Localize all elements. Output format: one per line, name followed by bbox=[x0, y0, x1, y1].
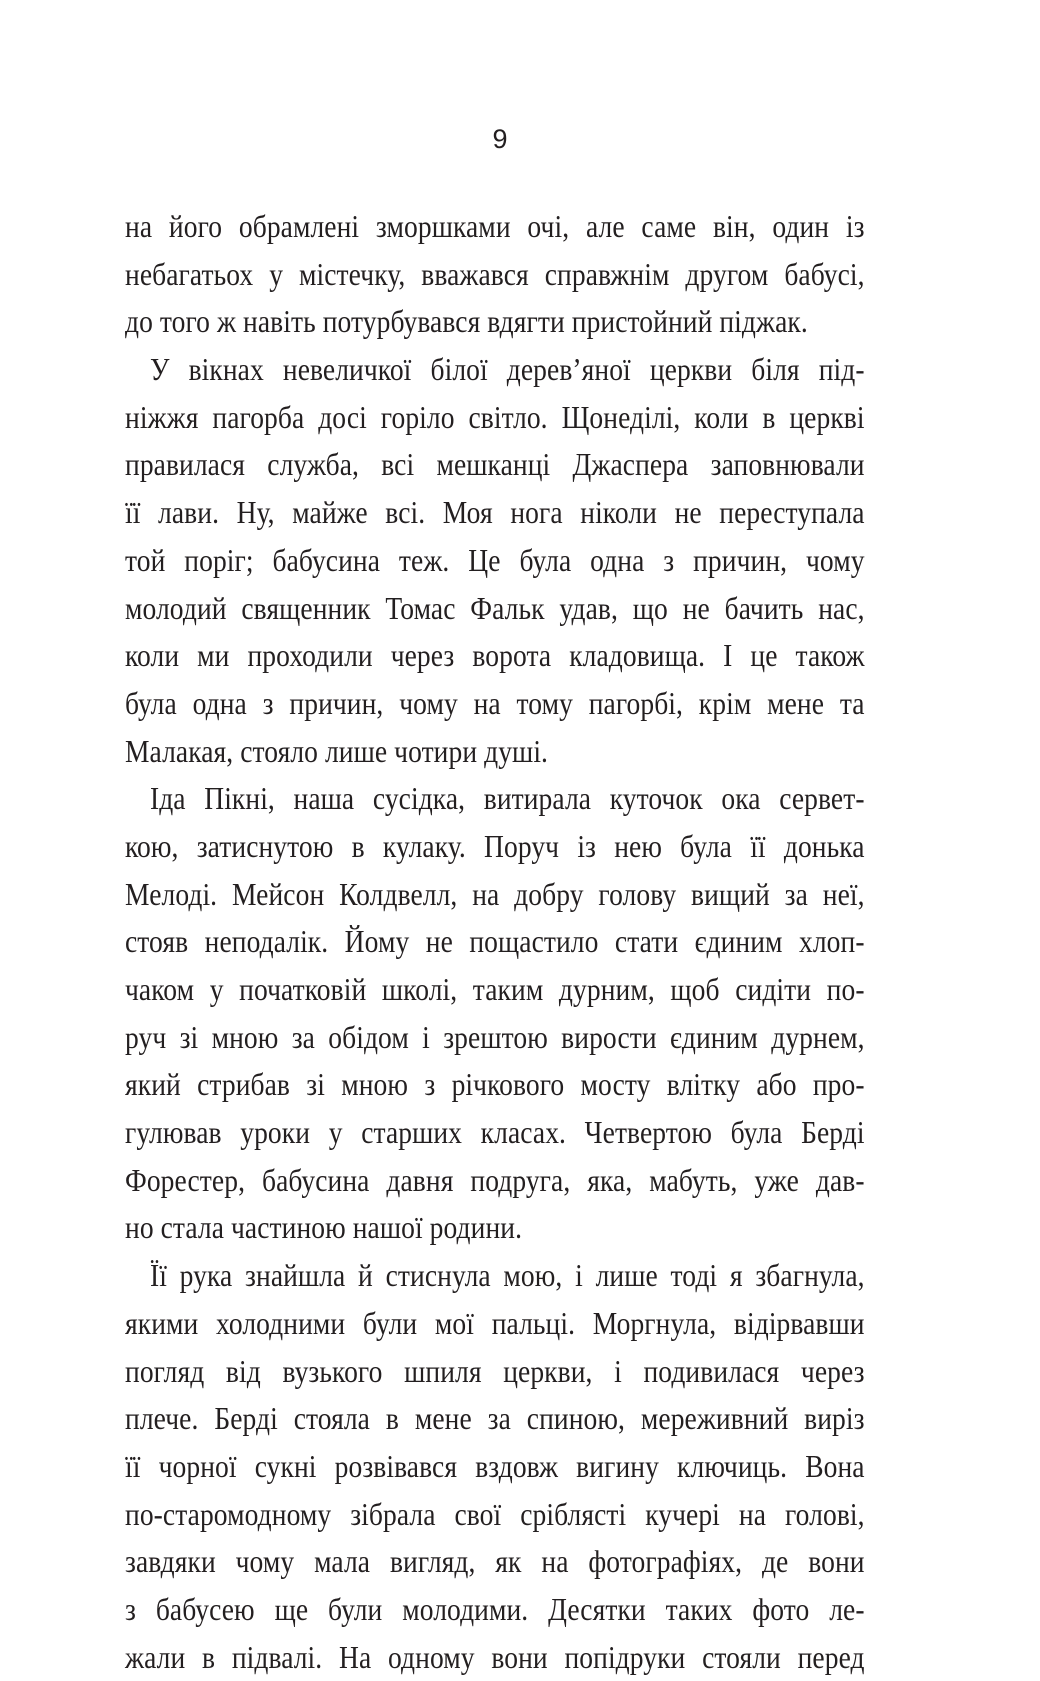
text-line: її чорної сукні розвівався вздовж вигину ключиць. Вона bbox=[125, 1447, 865, 1484]
text-line: якими холодними були мої пальці. Моргнула, відірвавши bbox=[125, 1304, 865, 1341]
text-line: но стала частиною нашої родини. bbox=[125, 1209, 523, 1246]
text-line: її лави. Ну, майже всі. Моя нога ніколи не переступала bbox=[125, 494, 865, 531]
text-line: гулював уроки у старших класах. Четвертою була Берді bbox=[125, 1114, 865, 1151]
text-line: по-старомодному зібрала свої сріблясті кучері на голові, bbox=[125, 1495, 865, 1532]
text-line: руч зі мною за обідом і зрештою вирости єдиним дурнем, bbox=[125, 1018, 865, 1055]
text-line: Мелоді. Мейсон Колдвелл, на добру голову вищий за неї, bbox=[125, 875, 865, 912]
text-line: Малакая, стояло лише чотири душі. bbox=[125, 732, 549, 769]
text-line: коли ми проходили через ворота кладовища. І це також bbox=[125, 637, 865, 674]
text-line: на його обрамлені зморшками очі, але саме він, один із bbox=[125, 208, 865, 244]
text-line: плече. Берді стояла в мене за спиною, мереживний виріз bbox=[125, 1400, 865, 1437]
text-line: У вікнах невеличкої білої дерев’яної церкви біля під- bbox=[149, 351, 865, 388]
text-line: який стрибав зі мною з річкового мосту влітку або про- bbox=[125, 1066, 865, 1103]
text-line: небагатьох у містечку, вважався справжнім другом бабусі, bbox=[125, 255, 865, 292]
text-line: ніжжя пагорба досі горіло світло. Щонеділі, коли в церкві bbox=[125, 398, 865, 435]
text-line: Її рука знайшла й стиснула мою, і лише тоді я збагнула, bbox=[149, 1257, 865, 1294]
text-line: погляд від вузького шпиля церкви, і подивилася через bbox=[125, 1352, 865, 1389]
text-line: Форестер, бабусина давня подруга, яка, мабуть, уже дав- bbox=[125, 1161, 865, 1198]
text-line: з бабусею ще були молодими. Десятки таких фото ле- bbox=[125, 1590, 865, 1627]
text-line: стояв неподалік. Йому не пощастило стати єдиним хлоп- bbox=[125, 923, 865, 960]
text-line: завдяки чому мала вигляд, як на фотографіях, де вони bbox=[125, 1543, 865, 1580]
text-line: була одна з причин, чому на тому пагорбі, крім мене та bbox=[125, 684, 865, 721]
text-line: кою, затиснутою в кулаку. Поруч із нею була її донька bbox=[125, 827, 865, 864]
text-line: до того ж навіть потурбувався вдягти пристойний піджак. bbox=[125, 303, 808, 340]
text-line: правилася служба, всі мешканці Джаспера заповнювали bbox=[125, 446, 865, 483]
body-text bbox=[125, 203, 865, 1681]
text-line: той поріг; бабусина теж. Це була одна з причин, чому bbox=[125, 541, 865, 578]
text-line: молодий священник Томас Фальк удав, що не бачить нас, bbox=[125, 589, 865, 626]
text-line: жали в підвалі. На одному вони попідруки стояли перед bbox=[125, 1638, 865, 1675]
text-line: чаком у початковій школі, таким дурним, щоб сидіти по- bbox=[125, 971, 865, 1007]
text-line: Іда Пікні, наша сусідка, витирала куточок ока сервет- bbox=[149, 780, 865, 817]
page-number: 9 bbox=[492, 124, 508, 154]
